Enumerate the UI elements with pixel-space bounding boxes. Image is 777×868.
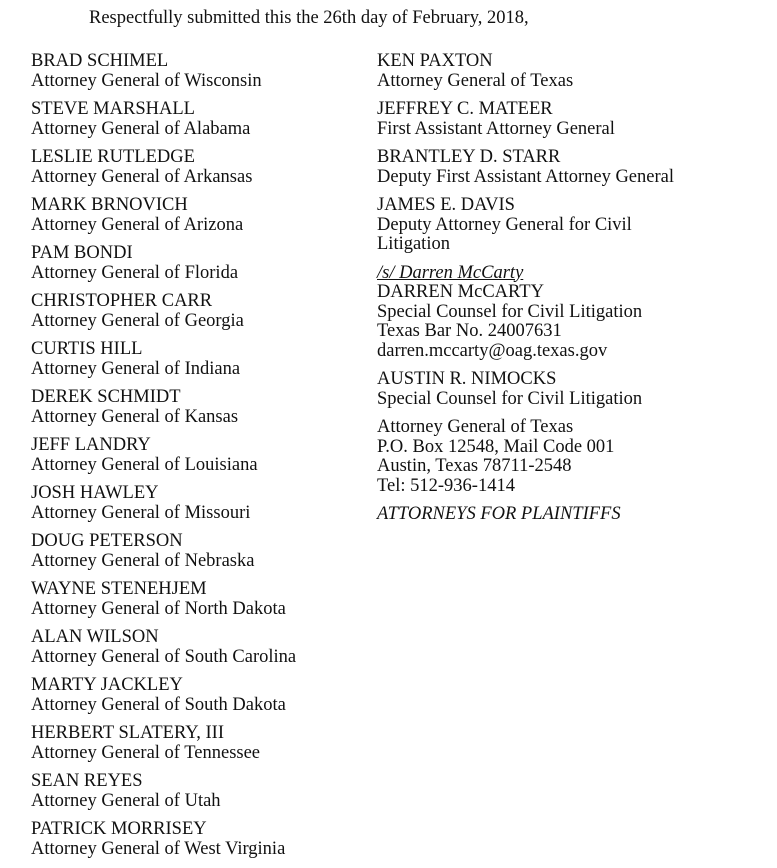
signatory-block-davis (377, 196, 767, 255)
electronic-signature: /s/ Darren McCarty (377, 262, 524, 283)
signatory-title: Attorney General of Georgia (31, 310, 244, 331)
signatory-title: Special Counsel for Civil Litigation (377, 388, 643, 409)
signatory-title: Attorney General of Kansas (31, 406, 239, 427)
signatory-block (31, 196, 371, 235)
signatory-name: JAMES E. DAVIS (377, 195, 515, 215)
signatory-title: Attorney General of Tennessee (31, 742, 261, 763)
right-signatory-column (377, 52, 767, 534)
signatory-name: ALAN WILSON (31, 627, 159, 647)
signatory-title: Attorney General of Utah (31, 790, 221, 811)
signatory-block (31, 532, 371, 571)
signatory-block (31, 292, 371, 331)
signatory-title: Attorney General of Wisconsin (31, 70, 262, 91)
signatory-title: First Assistant Attorney General (377, 118, 615, 139)
office-name: Attorney General of Texas (377, 417, 574, 437)
signatory-name: DARREN McCARTY (377, 282, 544, 302)
submission-statement: Respectfully submitted this the 26th day of February, 2018, (89, 8, 529, 28)
signatory-title: Attorney General of North Dakota (31, 598, 286, 619)
signatory-block (31, 676, 371, 715)
signatory-name: AUSTIN R. NIMOCKS (377, 369, 557, 389)
signatory-title: Attorney General of West Virginia (31, 838, 286, 859)
signatory-name: MARK BRNOVICH (31, 195, 188, 215)
signatory-block (31, 628, 371, 667)
signatory-title: Attorney General of Louisiana (31, 454, 258, 475)
signatory-name: LESLIE RUTLEDGE (31, 147, 195, 167)
signatory-name: BRANTLEY D. STARR (377, 147, 561, 167)
signatory-block (31, 340, 371, 379)
signatory-title: Deputy First Assistant Attorney General (377, 166, 674, 187)
signatory-name: WAYNE STENEHJEM (31, 579, 207, 599)
left-signatory-column (31, 52, 371, 868)
signatory-block (31, 580, 371, 619)
signatory-name: JOSH HAWLEY (31, 483, 159, 503)
signatory-block-starr (377, 148, 767, 187)
bar-number: Texas Bar No. 24007631 (377, 321, 562, 341)
signatory-title: Attorney General of Missouri (31, 502, 251, 523)
signatory-title: Attorney General of Indiana (31, 358, 241, 379)
signatory-name: JEFFREY C. MATEER (377, 99, 553, 119)
attorneys-role (377, 505, 767, 525)
signatory-title: Attorney General of Arkansas (31, 166, 253, 187)
signatory-block (31, 52, 371, 91)
telephone: Tel: 512-936-1414 (377, 475, 515, 496)
signatory-name: SEAN REYES (31, 771, 143, 791)
signatory-block (31, 772, 371, 811)
signatory-name: CHRISTOPHER CARR (31, 291, 213, 311)
office-address-block (377, 418, 767, 496)
signatory-name: PATRICK MORRISEY (31, 819, 207, 839)
signatory-name: JEFF LANDRY (31, 435, 151, 455)
signatory-name: DOUG PETERSON (31, 531, 183, 551)
signatory-block (31, 388, 371, 427)
signatory-title: Attorney General of South Carolina (31, 646, 297, 667)
email-address: darren.mccarty@oag.texas.gov (377, 340, 608, 361)
signatory-block-mateer (377, 100, 767, 139)
signatory-name: CURTIS HILL (31, 339, 143, 359)
signatory-title: Attorney General of South Dakota (31, 694, 286, 715)
signatory-name: MARTY JACKLEY (31, 675, 183, 695)
signatory-title-line-1: Deputy Attorney General for Civil (377, 214, 632, 235)
city-state-zip: Austin, Texas 78711-2548 (377, 456, 572, 476)
signatory-title: Attorney General of Texas (377, 70, 574, 91)
signatory-block (31, 724, 371, 763)
signatory-title-line-2: Litigation (377, 234, 450, 254)
signatory-block-mccarty (377, 264, 767, 362)
po-box: P.O. Box 12548, Mail Code 001 (377, 436, 615, 457)
signatory-title: Attorney General of Arizona (31, 214, 244, 235)
signatory-block (31, 100, 371, 139)
signatory-name: HERBERT SLATERY, III (31, 723, 224, 743)
signatory-block (31, 436, 371, 475)
signatory-block-nimocks (377, 370, 767, 409)
signatory-block (31, 484, 371, 523)
signatory-name: BRAD SCHIMEL (31, 51, 169, 71)
signatory-title: Attorney General of Nebraska (31, 550, 255, 571)
signatory-block (31, 820, 371, 859)
signatory-title: Attorney General of Florida (31, 262, 239, 283)
signatory-block (31, 244, 371, 283)
signatory-block-paxton (377, 52, 767, 91)
signatory-name: DEREK SCHMIDT (31, 387, 181, 407)
signatory-name: STEVE MARSHALL (31, 99, 195, 119)
signatory-name: PAM BONDI (31, 243, 133, 263)
signatory-block (31, 148, 371, 187)
signatory-name: KEN PAXTON (377, 51, 493, 71)
signatory-title: Attorney General of Alabama (31, 118, 251, 139)
attorneys-for-plaintiffs: ATTORNEYS FOR PLAINTIFFS (377, 504, 621, 524)
signatory-title: Special Counsel for Civil Litigation (377, 301, 643, 322)
